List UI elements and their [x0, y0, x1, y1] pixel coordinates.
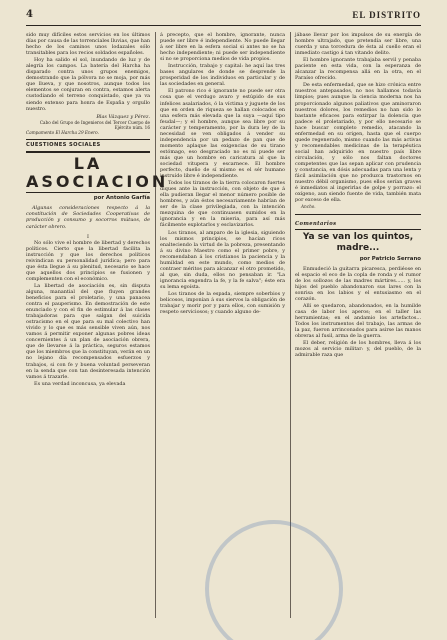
article-title: Ya se van los quintos, madre... [295, 229, 421, 254]
dateline: Campamento El Harcha 29 Enero. [26, 130, 99, 136]
paragraph: No sólo vive el hombre de libertad y derechos políticos. Cierto que la libertad facilita la instrucción y que los derechos políticos reivindican su personalidad jurídica; pero para que ésta llegue á su plenitud, necesario se hace que aquellos dos principios se fusionen y complementen con el económico. [26, 239, 150, 282]
paragraph: Instrucción, trabajo y capital: he aquí las tres bases angulares de donde se desprende la prosperidad de los individuos en particular y de las sociedades en general. [160, 63, 285, 88]
paragraph: sido muy difíciles estos servicios en los últimos días por causa de las torrenciales lluvias, que han hecho de los caminos unos lodazales sólo transitables para los recios soldados españoles. [26, 32, 151, 57]
newspaper-title: EL DISTRITO [352, 10, 421, 20]
column-2 [160, 32, 285, 316]
paragraph: Allí se quedaron, abandonados, en la humilde casa de labor los aperos; en el taller las herramientas; en el andamio los artefactos... Todos los instrumentos del trabajo, las armas de la paz, fueron arrinconados para asirse las manos obreras al fusil, arma de la guerra. [295, 302, 421, 340]
signature-note: Cabo del Grupo de Ingenieros del Tercer Cuerpo de Ejército núm. 16 [39, 119, 150, 130]
paragraph: á precepto, que el hombre, ignorante, nunca puede ser libre é independiente. No puede llegar á ser libre en la esfera social si antes no se ha hecho independiente; ni puede ser independiente si no se proporciona medios de vida propios. [160, 32, 285, 63]
paragraph: El hombre ignorante trabajaba servil y penaba paciente en esta vida, con la esperanza de alcanzar la recompensa allá en la otra, en el Paraíso ofrecido. [295, 57, 421, 82]
section-heading: CUESTIONES SOCIALES [26, 139, 150, 148]
paragraph: Hoy ha salido el sol, inundando de luz y de alegría los campos. La batería del Harcha ha disparado contra unos grupos enemigos, demostrando que la pólvora no se moja, por más que llueva, y que nosotros, aunque todos los elementos se conjuran en contra, estamos alerta custodiando el terreno conquistado, que ya va siendo extenso para honra de España y orgullo nuestro. [26, 57, 150, 112]
library-stamp-watermark [205, 520, 343, 640]
byline: por Antonio Garfía [93, 195, 150, 202]
section-heading: Comentarios [295, 220, 337, 227]
paragraph: jábase llevar por los impulsos de su energía de hombre ultrajado, que pretendía ser libre, una cuerda y una torcedura de ésta al cuello eran el inmediato castigo á tan vitando delito. [295, 32, 421, 57]
page-header [26, 9, 421, 26]
article-title: LA ASOCIACION [26, 151, 150, 193]
paragraph: Es una verdad inconcusa, ya elevada [34, 380, 126, 387]
article-lead: Algunas consideraciones respecto á la constitución de Sociedades Cooperativas de producción y consumo y socorros mútuos, de carácter obrero. [26, 205, 150, 230]
column-3 [295, 32, 421, 359]
paragraph: Los tiranos, al amparo de la iglesia, siguiendo los mismos principios, se hacían ricos enalteciendo la virtud de la pobreza, presentando á su divino Maestro como el primer pobre, y recomendaban á los cristianos la paciencia y la humildad en este mundo, como medios de contraer méritos para alcanzar el otro prometido, al que, sin duda, ellos no pensaban ir. "La ignorancia engendra la fe, y la fe salva"; éste era su lema egoísta. [160, 229, 285, 290]
paragraph: La libertad de asociación es, sin disputa alguna, manantial del que fluyen grandes beneficios para el proletario, y una panacea contra el pauperismo. En demostración de este enunciado y con el fin de estimular á las clases trabajadoras para que salgan del suicida ostracismo en el que para su mal colectivo han vivido y lo que es más sensible viven aún, nos vamos á permitir exponer algunas pobres ideas concernientes á un plan de asociación obrera, que de llevarse á la práctica, seguros estamos que los miembros que la constituyan, verán en un no lejano día recompensados esfuerzos y trabajos, si con fe y buena voluntad perseveran en la senda que con tan desinteresada intención vamos á trazarle. [26, 282, 150, 380]
column-1 [26, 32, 169, 388]
paragraph: Enmudeció la guitarra picaresca, perdiéose en el espacio el eco de la copla de ronda y el rumor de los sollozos de las madres mártires...... y, los hijos del pueblo abandonaron sus lares con la sonrisa en los labios y el entusiasmo en el corazón. [295, 265, 421, 302]
signature: Blas Vázquez y Pérez. [96, 113, 150, 120]
column-divider [155, 32, 156, 618]
page-number: 4 [26, 9, 33, 20]
paragraph: Los tiranos de la espada, siempre soberbios y belicosos, imponían á sus siervos la obligación de trabajar y morir por y para ellos, con sumisión y respeto serviciosos; y cuando alguno de- [160, 290, 285, 316]
paragraph: De esta enfermedad, que se hizo crónica entre nuestros antepasados, no nos hallamos todavía limpios; pues aunque la ciencia moderna nos ha proporcionado algunos paliativos que aminoraron nuestros dolores, los remedios no han sido lo bastante eficaces para extirpar la dolencia que padece el proletariado, y por ello necesario se hace buscar completo remedio, atacando la enfermedad en su origen, hasta que el cuerpo quede regenerado, mismo cuando las más activas y recomendables medicinas de la terapéutica social han adquirido en nuestro país libre circulación, y sólo nos faltan doctores competentes que las sepan aplicar con prudencia y constancia, en dósis adecuadas para una lenta y fácil asimilación que no produzca trastornos en nuestro débil organismo, pues ellos serían graves é inmediatos al ingerirlas de golpe y porrazo: el oxígeno, aun siendo fuente de vida, también mata por exceso de ella. [295, 82, 421, 204]
paragraph: El deber, religión de los hombres, lleva á los mozos al servicio militar: y, del pueblo, de la admirable raza que [295, 340, 421, 359]
divider [295, 214, 421, 215]
byline: por Patricio Serrano [359, 255, 421, 262]
paragraph: El patrono rico é ignorante no puede ser otra cosa que el verdugo avaro y estúpido de sus infelices asalariados, ó la víctima y juguete de los que en orden de riqueza se hallan colocados en una esfera más elevada que la suya —aquí tipo feudal—; y el hombre, aunque sea libre por su carácter y temperamento, por la dura ley de la necesidad se ven obligados á vender su independencia por un pedazo de pan que de momento aplaque las exigencias de su tirano estómago, eso desgraciado no es ni puede ser más que un hombre en caricatura al que la sociedad vitupera y escarnece. El hombre perfecto, dueño de sí mismo es el sér humano instruído libre é independiente. [160, 88, 285, 180]
paragraph: Todos los tiranos de la tierra colocaron fuertes diques ante la instrucción, con objeto de que á ella pudieran llegar el menor número posible de hombres, y aún éstos necesariamente habrían de ser de la clase privilegiada, con la intención mezquina de que continuasen sumidos en la ignorancia y en la miseria, para así más fácilmente explotarlos y esclavizarlos. [160, 180, 285, 229]
section-numeral: I [87, 233, 89, 240]
author-note: Ancho. [301, 204, 316, 210]
